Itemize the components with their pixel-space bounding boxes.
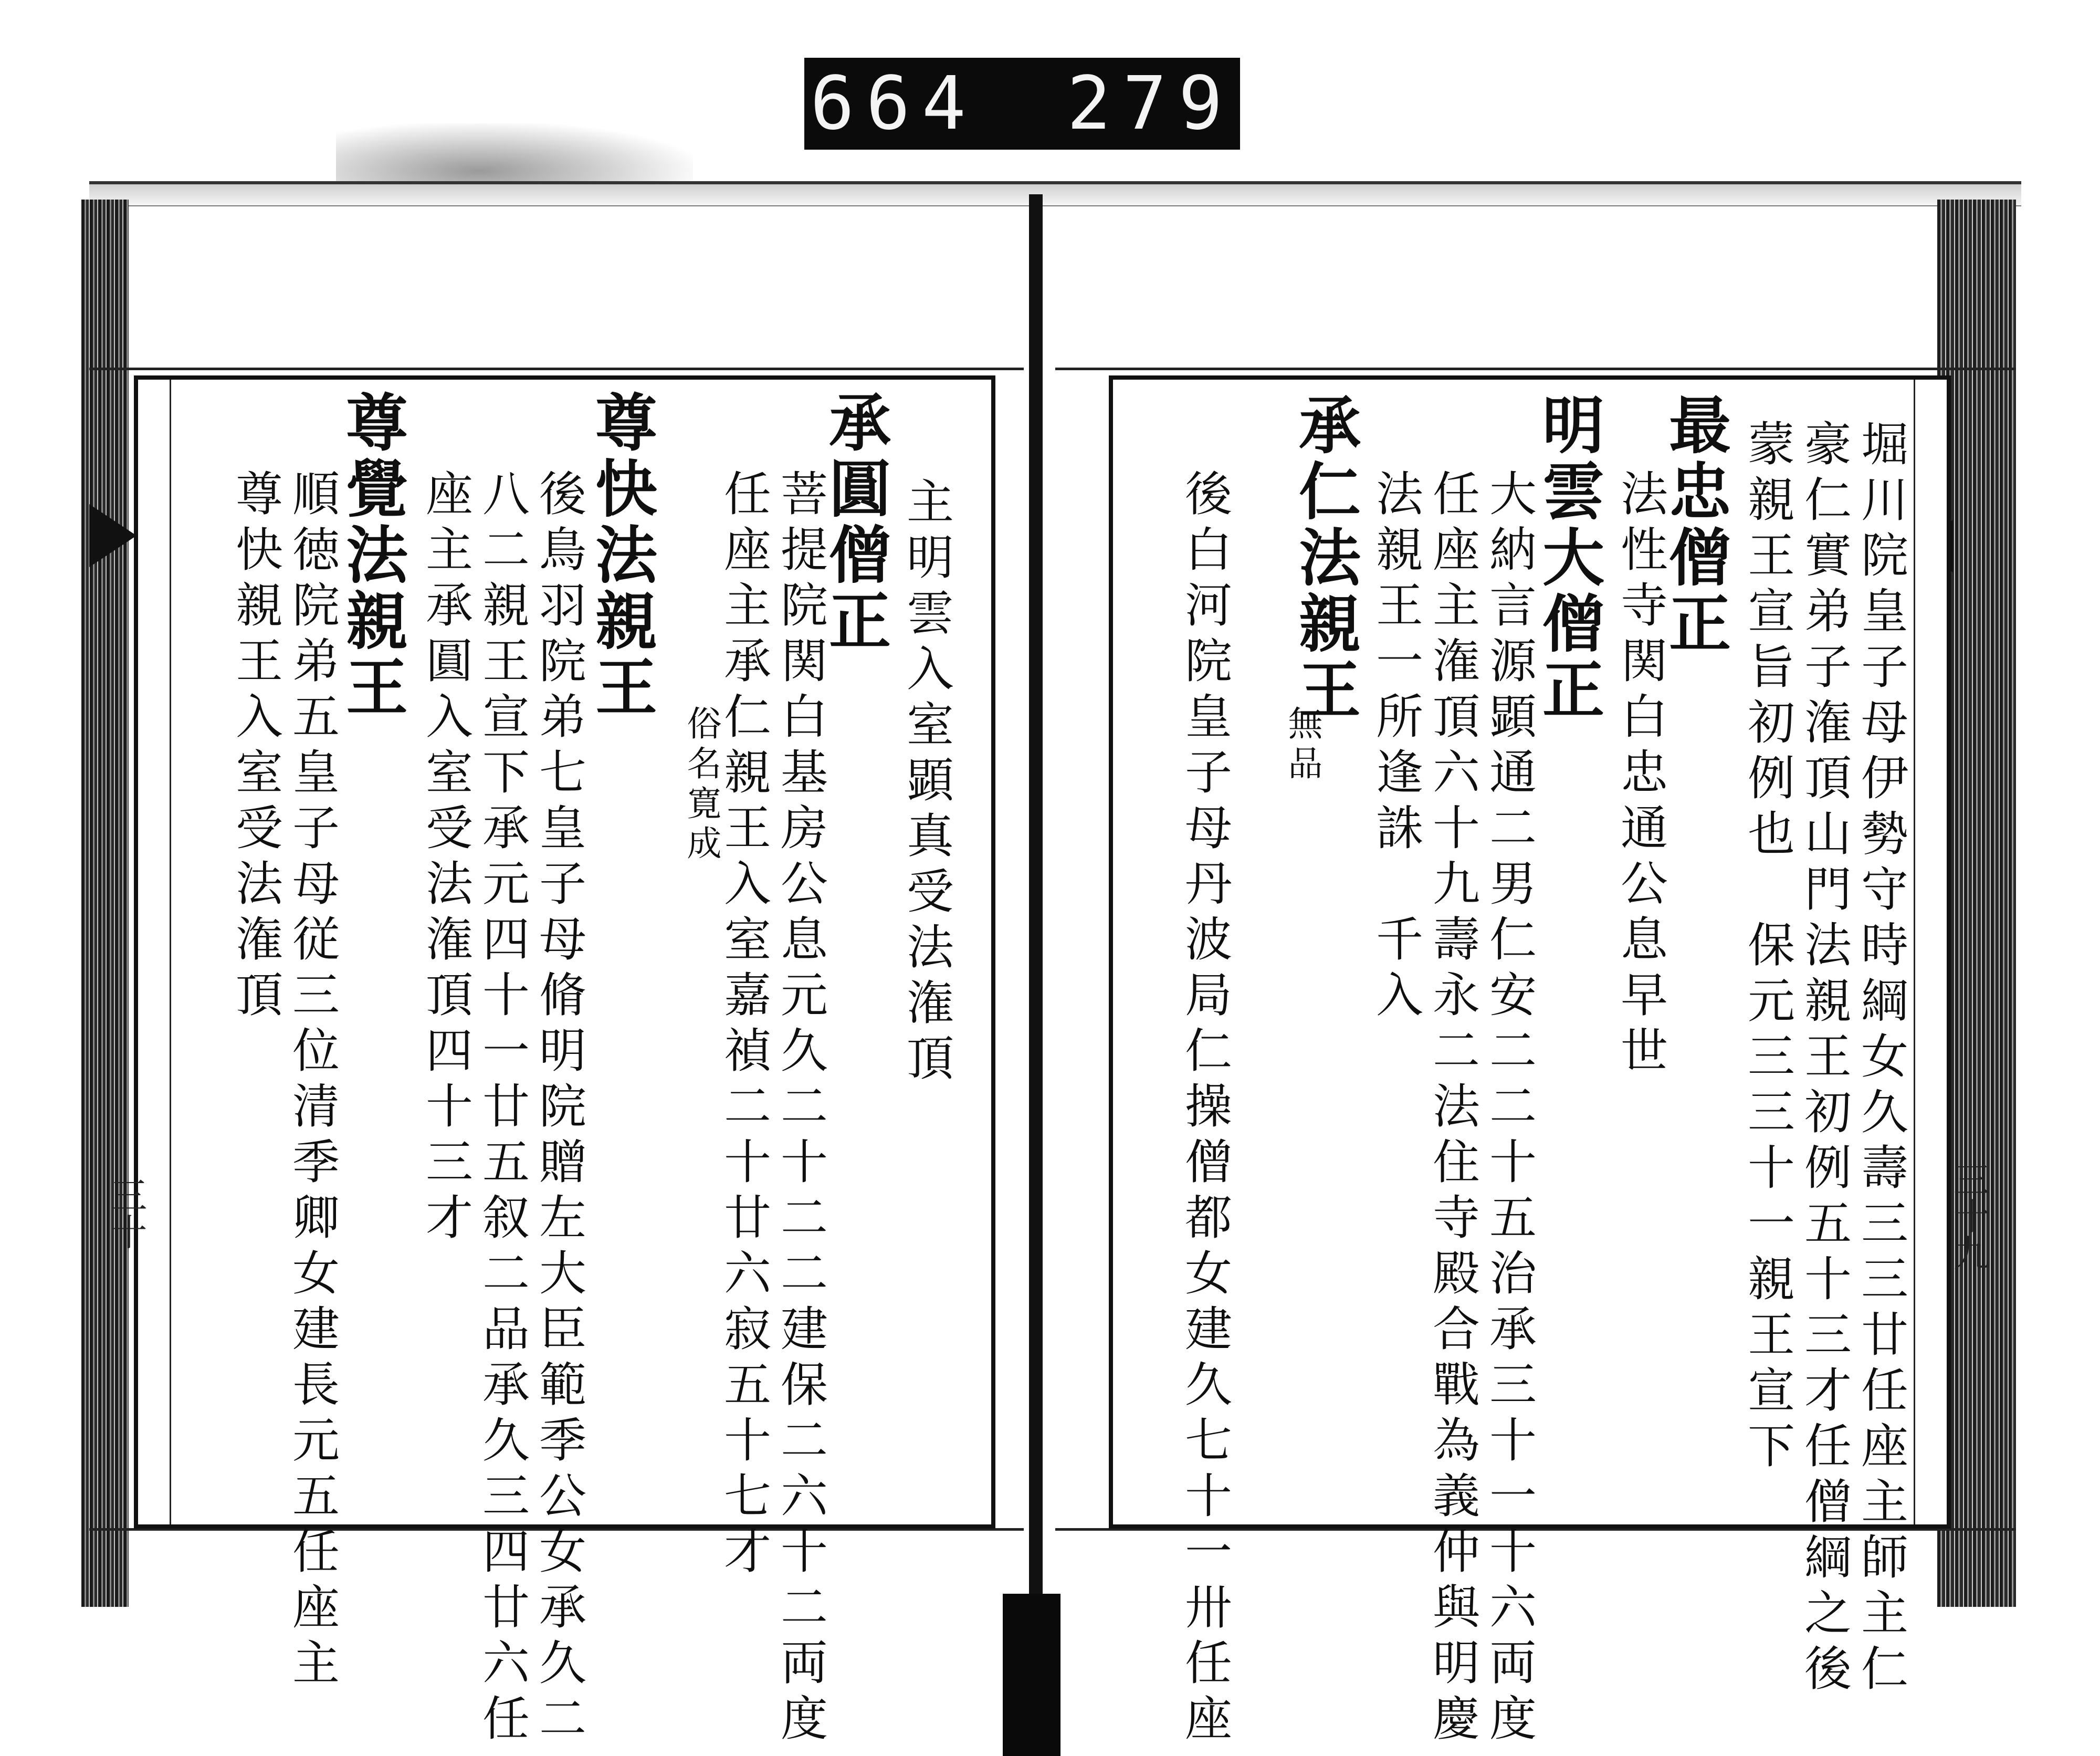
rank-note: 無品 <box>1282 705 1322 785</box>
entry-heading: 尊快法親王 <box>585 390 658 721</box>
text-column: 菩提院関白基房公息元久二十二二建保二六十二両度 <box>772 469 827 1749</box>
text-column: 座主承圓入室受法潅頂四十三才 <box>417 469 472 1248</box>
secular-name-note: 俗名寛成 <box>681 705 721 865</box>
binding-band-top-right <box>1055 368 2016 370</box>
binding-band-top-left <box>89 368 1024 370</box>
text-column: 尊快親王入室受法潅頂 <box>227 469 282 1026</box>
gutter-shadow <box>1003 1594 1060 1756</box>
left-fold-mark <box>89 504 136 567</box>
text-column: 法親王一所逢誅 千入 <box>1368 469 1423 1026</box>
center-gutter <box>1029 194 1043 1612</box>
text-column: 後鳥羽院弟七皇子母脩明院贈左大臣範季公女承久二 <box>531 469 586 1749</box>
text-column: 法性寺関白忠通公息早世 <box>1612 469 1667 1081</box>
page-number-left: 三十 <box>104 1176 148 1250</box>
page-number-right: 三十九 <box>1947 1161 1990 1271</box>
text-column: 任座主潅頂六十九壽永二法住寺殿合戰為義仲與明慶 <box>1424 469 1479 1749</box>
entry-heading: 最忠僧正 <box>1658 393 1731 657</box>
left-page-inner-rule <box>170 380 171 1524</box>
entry-heading: 明雲大僧正 <box>1532 393 1605 724</box>
right-page-frame <box>1109 375 1951 1749</box>
text-column: 大納言源顕通二男仁安二二十五治承三十一十六両度 <box>1481 469 1536 1749</box>
entry-heading: 承仁法親王 <box>1288 393 1361 724</box>
reel-number: 664 <box>810 61 978 147</box>
microfilm-label <box>804 58 1240 150</box>
text-column: 八二親王宣下承元四十一廿五叙二品承久三四廿六任 <box>474 469 529 1749</box>
frame-number: 279 <box>1067 61 1234 147</box>
text-column: 順徳院弟五皇子母従三位清季卿女建長元五任座主 <box>284 469 339 1694</box>
entry-heading: 尊覺法親王 <box>335 390 408 721</box>
text-column: 主明雲入室顕真受法潅頂 <box>898 477 953 1089</box>
entry-heading: 承圓僧正 <box>818 390 891 655</box>
text-column: 蒙親王宣旨初例也 保元三三十一親王宣下 <box>1739 419 1794 1477</box>
text-column: 堀川院皇子母伊勢守時綱女久壽三三廿任座主師主仁 <box>1853 419 1908 1699</box>
left-page-edges <box>81 200 129 1607</box>
book-top-edge <box>89 181 2021 206</box>
text-column: 任座主承仁親王入室嘉禎二十廿六寂五十七才 <box>716 469 771 1582</box>
left-page-frame <box>134 375 995 1749</box>
text-column: 後白河院皇子母丹波局仁操僧都女建久七十一卅任座 <box>1177 469 1232 1749</box>
text-column: 豪仁實弟子潅頂山門法親王初例五十三才任僧綱之後 <box>1796 419 1851 1699</box>
